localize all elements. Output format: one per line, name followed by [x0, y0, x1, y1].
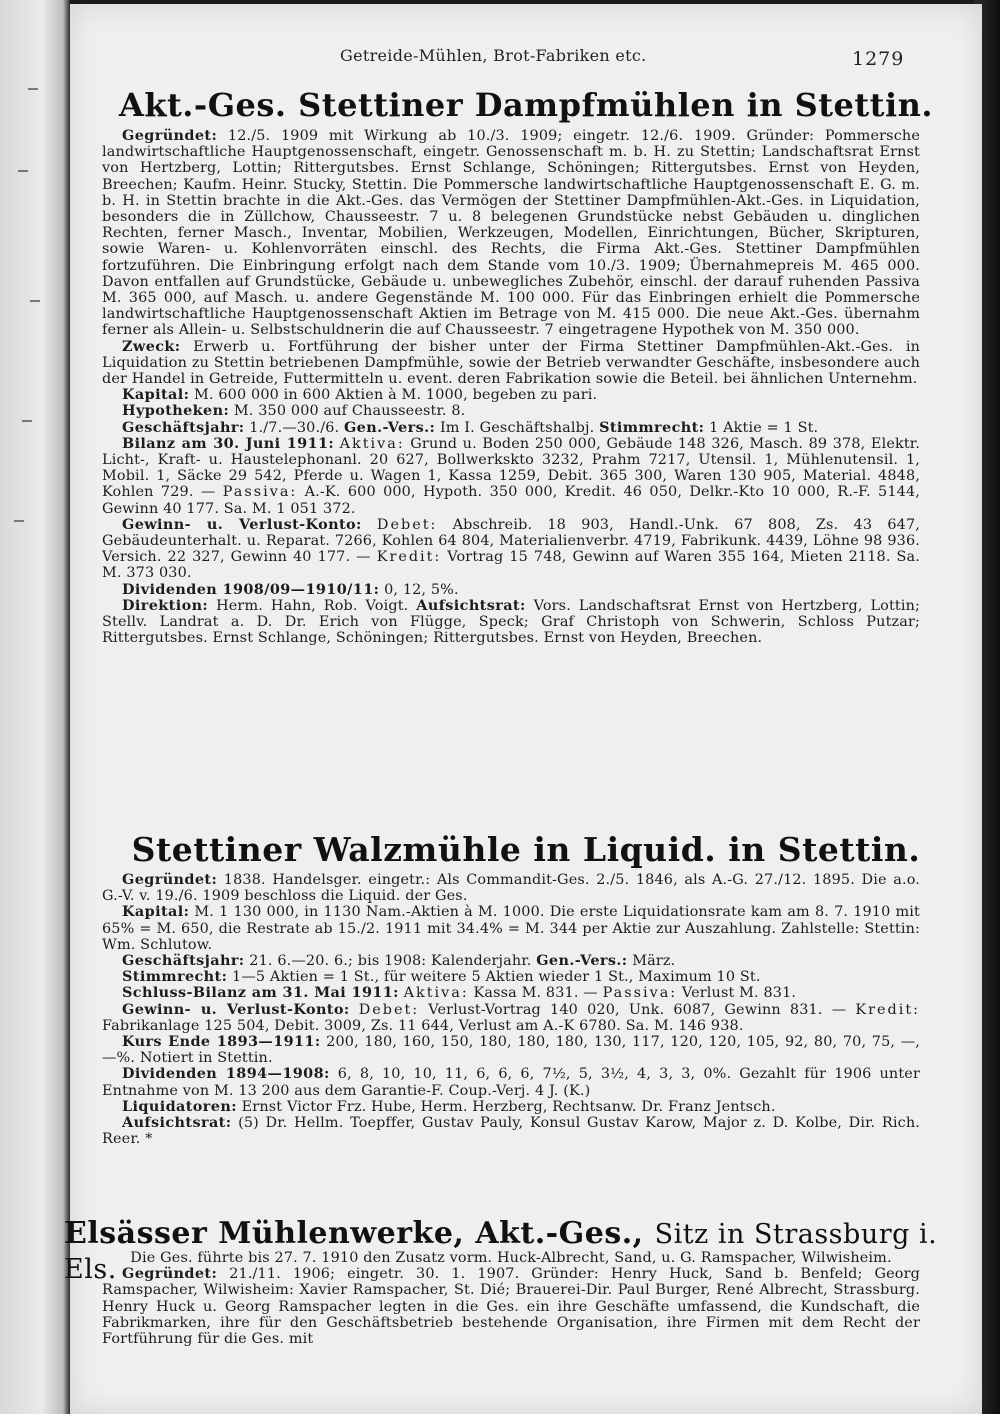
fiscal-year-paragraph [102, 953, 920, 969]
field-text: 1838. Handelsger. eingetr.: Als Commandit-Ges. 2./5. 1846, als A.-G. 27./12. 1895. Die a.o. G.-V. v. 19./6. 1909 beschloss die Liquid. der Ges. [102, 872, 920, 905]
field-label: Aufsichtsrat: [122, 1114, 232, 1132]
field-label: Kredit: [376, 549, 442, 566]
field-label: Gegründet: [122, 871, 218, 888]
field-text: 1 Aktie = 1 St. [709, 419, 819, 436]
founded-paragraph [102, 1266, 920, 1347]
company-title-stettiner-dampfmuehlen: Akt.-Ges. Stettiner Dampfmühlen in Stettin. [118, 86, 933, 124]
field-text: 0, 12, 5%. [384, 581, 459, 598]
field-label: Passiva: [222, 484, 298, 501]
purpose-paragraph [102, 339, 920, 388]
field-label: Direktion: [122, 596, 209, 614]
field-text: Abschreib. 18 903, Handl.-Unk. 67 808, Zs. 43 647, Gebäudeunterhalt. u. Reparat. 7266, Kohlen 64 804, Materialienverbr. 4719, Fabrikunk. 4439, Löhne 98 936. Versich. 22 327, Gewinn 40 177. — [102, 516, 920, 566]
field-label: Passiva: [602, 985, 678, 1002]
field-label: Aktiva: [339, 435, 405, 452]
fiscal-year-paragraph [102, 420, 920, 436]
capital-paragraph [102, 904, 920, 953]
field-label: Hypotheken: [122, 402, 230, 420]
field-label: Gen.-Vers.: [536, 952, 628, 970]
balance-paragraph [102, 436, 920, 517]
field-label: Aufsichtsrat: [416, 596, 526, 614]
entry-stettiner-dampfmuehlen [102, 128, 920, 647]
field-text: Vors. Landschaftsrat Ernst von Hertzberg, Lottin; Stellv. Landrat a. D. Dr. Erich von Flügge, Speck; Graf Christoph von Schwerin, Schloss Putzar; Rittergutsbes. Ernst Schlange, Schöningen; Rittergutsbes. Ernst von Heyden, Breechen. [102, 597, 920, 647]
founded-paragraph [102, 872, 920, 904]
field-label: Aktiva: [403, 985, 469, 1002]
field-label: Geschäftsjahr: [122, 418, 245, 436]
field-label: Schluss-Bilanz am 31. Mai 1911: [122, 984, 399, 1002]
field-text: 21. 6.—20. 6.; bis 1908: Kalenderjahr. [249, 953, 532, 970]
field-label: Debet: [376, 516, 438, 533]
field-label: Zweck: [122, 337, 181, 355]
field-label: Stimmrecht: [122, 968, 228, 986]
price-paragraph [102, 1034, 920, 1066]
dividends-paragraph [102, 1066, 920, 1098]
running-head-title: Getreide-Mühlen, Brot-Fabriken etc. [340, 46, 647, 65]
field-text: März. [632, 953, 676, 970]
field-label: Liquidatoren: [122, 1097, 237, 1115]
mortgage-paragraph [102, 403, 920, 419]
field-text: Herm. Hahn, Rob. Voigt. [216, 597, 409, 614]
field-text: 1./7.—30./6. [249, 419, 340, 436]
field-text: 200, 180, 160, 150, 180, 180, 180, 130, 117, 120, 120, 105, 92, 80, 70, 75, —, —%. Notiert in Stettin. [102, 1034, 920, 1067]
field-text: (5) Dr. Hellm. Toepffer, Gustav Pauly, Konsul Gustav Karow, Major z. D. Kolbe, Dir. Rich. Reer. * [102, 1115, 920, 1148]
field-label: Kurs Ende 1893—1911: [122, 1033, 321, 1051]
company-note: Die Ges. führte bis 27. 7. 1910 den Zusatz vorm. Huck-Albrecht, Sand, u. G. Ramspacher, Wilwisheim. [130, 1250, 892, 1266]
company-title-seat: Sitz in Strassburg i. Els. [64, 1219, 938, 1285]
company-title-main: Elsässer Mühlenwerke, Akt.-Ges., [64, 1216, 644, 1251]
field-text: Verlust-Vortrag 140 020, Unk. 6087, Gewinn 831. — [428, 1001, 847, 1018]
profit-loss-paragraph [102, 517, 920, 582]
field-text: Grund u. Boden 250 000, Gebäude 148 326, Masch. 89 378, Elektr. Licht-, Kraft- u. Haustelephonanl. 20 627, Bollwerkskto 3232, Prahm 7217, Utensil. 1, Mühlenutensil. 1, Mobil. 1, Säcke 29 542, Pferde u. Wagen 1, Kassa 1259, Debit. 365 300, Waren 130 905, Material. 4848, Kohlen 729. — [102, 435, 920, 501]
field-text: A.-K. 600 000, Hypoth. 350 000, Kredit. 46 050, Delkr.-Kto 10 000, R.-F. 5144, Gewinn 40 177. Sa. M. 1 051 372. [102, 484, 920, 517]
field-text: 1—5 Aktien = 1 St., für weitere 5 Aktien wieder 1 St., Maximum 10 St. [232, 969, 761, 986]
field-text: M. 600 000 in 600 Aktien à M. 1000, begeben zu pari. [194, 387, 598, 404]
field-label: Gen.-Vers.: [343, 418, 436, 436]
field-text: Fabrikanlage 125 504, Debit. 3009, Zs. 11 644, Verlust am A.-K 6780. Sa. M. 146 938. [102, 1017, 744, 1034]
field-label: Gewinn- u. Verlust-Konto: [122, 515, 362, 533]
field-label: Kredit: [855, 1001, 920, 1018]
field-label: Gegründet: [122, 1265, 218, 1283]
left-page-edge [0, 0, 70, 1414]
page-number: 1279 [852, 48, 905, 70]
field-text: Erwerb u. Fortführung der bisher unter der Firma Stettiner Dampfmühlen-Akt.-Ges. in Liquidation zu Stettin betriebenen Dampfmühle, sowie der Betrieb verwandter Geschäfte, insbesondere auch der Handel in Getreide, Futtermitteln u. event. deren Fabrikation sowie die Beteil. bei ähnlichen Unternehm. [102, 338, 920, 388]
field-label: Geschäftsjahr: [122, 952, 245, 970]
field-text: M. 1 130 000, in 1130 Nam.-Aktien à M. 1000. Die erste Liquidationsrate kam am 8. 7. 1910 mit 65% = M. 650, die Restrate ab 15./2. 1911 mit 34.4% = M. 344 per Aktie zur Auszahlung. Zahlstelle: Stettin: Wm. Schlutow. [102, 904, 920, 953]
field-text: 12./5. 1909 mit Wirkung ab 10./3. 1909; eingetr. 12./6. 1909. Gründer: Pommersche landwirtschaftliche Hauptgenossenschaft, eingetr. Genossenschaft m. b. H. zu Stettin; Landschaftsrat Ernst von Hertzberg, Lottin; Rittergutsbes. Ernst Schlange, Schöningen; Rittergutsbes. Ernst von Heyden, Breechen; Kaufm. Heinr. Stucky, Stettin. Die Pommersche landwirtschaftliche Hauptgenossenschaft E. G. m. b. H. in Stettin brachte in die Akt.-Ges. das Vermögen der Stettiner Dampfmühlen-Akt.-Ges. in Liquidation, besonders die in Züllchow, Chausseestr. 7 u. 8 belegenen Grundstücke nebst Gebäuden u. dinglichen Rechten, ferner Masch., Inventar, Mobilien, Werkzeugen, Modellen, Einrichtungen, Bücher, Skripturen, sowie Waren- u. Kohlenvorräten einschl. des Rechts, die Firma Akt.-Ges. Stettiner Dampfmühlen fortzuführen. Die Einbringung erfolgt nach dem Stande vom 10./3. 1909; Übernahmepreis M. 465 000. Davon entfallen auf Grundstücke, Gebäude u. unbewegliches Zubehör, einschl. der darauf ruhenden Passiva M. 365 000, auf Masch. u. andere Gegenstände M. 100 000. Für das Einbringen erhielt die Pommersche landwirtschaftliche Hauptgenossenschaft Aktien im Betrage von M. 415 000. Die neue Akt.-Ges. übernahm ferner als Allein- u. Selbstschuldnerin die auf Chausseestr. 7 eingetragene Hypothek von M. 350 000. [102, 128, 921, 339]
field-label: Gewinn- u. Verlust-Konto: [122, 1000, 350, 1018]
capital-paragraph [102, 387, 920, 403]
field-text: 21./11. 1906; eingetr. 30. 1. 1907. Gründer: Henry Huck, Sand b. Benfeld; Georg Ramspacher, Wilwisheim: Xavier Ramspacher, St. Dié; Brauerei-Dir. Paul Burger, René Albrecht, Strassburg. Henry Huck u. Georg Ramspacher legten in die Ges. ein ihre Geschäfte umfassend, die Kundschaft, die Fabrikmarken, ihre für den Geschäftsbetrieb bestehende Organisation, ihre Firmen mit dem Recht der Fortführung für die Ges. mit [102, 1266, 920, 1348]
field-text: 6, 8, 10, 10, 11, 6, 6, 6, 7½, 5, 3½, 4, 3, 3, 0%. Gezahlt für 1906 unter Entnahme von M. 13 200 aus dem Garantie-F. Coup.-Verj. 4 J. (K.) [102, 1066, 920, 1099]
field-label: Stimmrecht: [599, 418, 705, 436]
field-label: Kapital: [122, 903, 190, 921]
field-text: Im I. Geschäftshalbj. [439, 419, 595, 436]
field-text: Ernst Victor Frz. Hube, Herm. Herzberg, Rechtsanw. Dr. Franz Jentsch. [241, 1098, 776, 1115]
running-head [70, 46, 982, 72]
field-text: M. 350 000 auf Chausseestr. 8. [233, 403, 466, 420]
board-paragraph [102, 1115, 920, 1147]
field-label: Bilanz am 30. Juni 1911: [122, 434, 335, 452]
field-label: Debet: [358, 1001, 420, 1018]
liquidators-paragraph [102, 1099, 920, 1115]
voting-paragraph [102, 969, 920, 985]
entry-stettiner-walzmuehle [102, 872, 920, 1147]
field-label: Dividenden 1894—1908: [122, 1065, 330, 1083]
field-label: Gegründet: [122, 127, 218, 144]
dividends-paragraph [102, 582, 920, 598]
balance-paragraph [102, 985, 920, 1001]
company-title-stettiner-walzmuehle: Stettiner Walzmühle in Liquid. in Stettin. [131, 830, 921, 869]
field-text: Vortrag 15 748, Gewinn auf Waren 355 164, Mieten 2118. Sa. M. 373 030. [102, 549, 920, 582]
field-text: Verlust M. 831. [681, 985, 797, 1002]
field-label: Dividenden 1908/09—1910/11: [122, 580, 380, 598]
founded-paragraph [102, 128, 920, 339]
board-paragraph [102, 598, 920, 647]
field-text: Kassa M. 831. — [473, 985, 598, 1002]
book-page [64, 4, 982, 1414]
profit-loss-paragraph [102, 1002, 920, 1034]
field-label: Kapital: [122, 386, 190, 404]
entry-elsaesser-muehlenwerke [102, 1250, 920, 1347]
